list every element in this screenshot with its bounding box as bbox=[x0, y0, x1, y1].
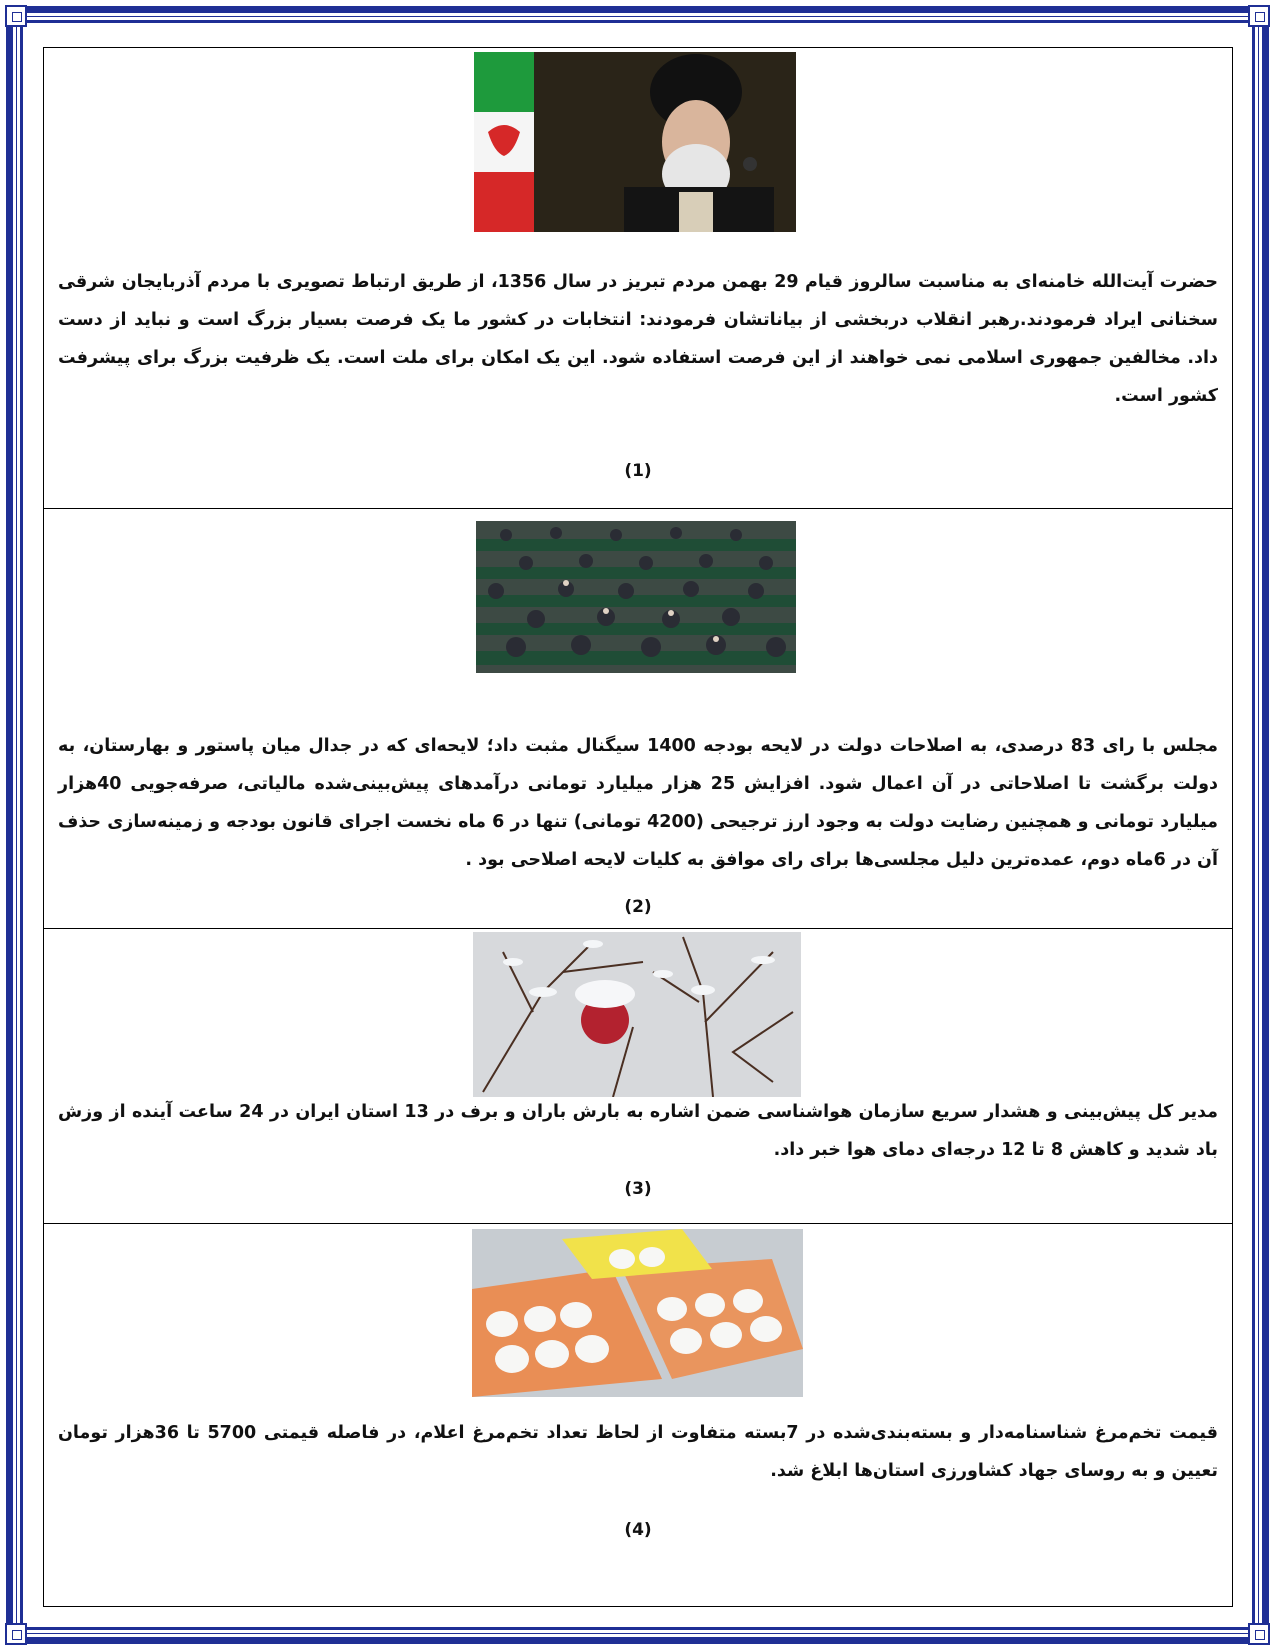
border-corner-ornament bbox=[5, 1623, 27, 1645]
item-number-1: (1) bbox=[624, 461, 652, 481]
leader-portrait-photo bbox=[474, 52, 796, 232]
border-corner-ornament bbox=[1248, 5, 1270, 27]
news-text-1: حضرت آیت‌الله خامنه‌ای به مناسبت سالروز قیام 29 بهمن مردم تبریز در سال 1356، از طریق ارتباط تصویری با مردم آذربایجان شرقی سخنانی ایراد فرمودند.رهبر انقلاب دربخشی از بیاناتشان فرمودند: انتخابات در کشور ما یک فرصت بسیار بزرگ است و نباید از دست داد. مخالفین جمهوری اسلامی نمی خواهند از این فرصت استفاده شود. این یک امکان برای ملت است. یک ظرفیت بزرگ برای پیشرفت کشور است. bbox=[58, 272, 1218, 406]
item-number-4: (4) bbox=[624, 1520, 652, 1540]
border-corner-ornament bbox=[1248, 1623, 1270, 1645]
news-text-2: مجلس با رای 83 درصدی، به اصلاحات دولت در لایحه بودجه 1400 سیگنال مثبت داد؛ لایحه‌ای که در جدال میان پاستور و بهارستان، به دولت برگشت تا اصلاحاتی در آن اعمال شود. افزایش 25 هزار میلیارد تومانی درآمدهای پیش‌بینی‌شده مالیاتی، صرفه‌جویی 40هزار میلیارد تومانی و همچنین رضایت دولت به وجود ارز ترجیحی (4200 تومانی) تنها در 6 ماه نخست اجرای قانون بودجه و زمینه‌سازی حذف آن در 6ماه دوم، عمده‌ترین دلیل مجلسی‌ها برای رای موافق به کلیات لایحه اصلاحی بود . bbox=[58, 736, 1219, 870]
snowy-pomegranate-photo bbox=[473, 932, 801, 1097]
parliament-session-photo bbox=[476, 521, 796, 673]
egg-cartons-photo bbox=[472, 1229, 803, 1397]
news-item-2 bbox=[44, 508, 1232, 928]
news-item-4 bbox=[44, 1223, 1232, 1608]
item-number-3: (3) bbox=[624, 1179, 652, 1199]
news-item-1 bbox=[44, 48, 1232, 508]
news-text-4: قیمت تخم‌مرغ شناسنامه‌دار و بسته‌بندی‌شده در 7بسته متفاوت از لحاظ تعداد تخم‌مرغ اعلام، در فاصله قیمتی 5700 تا 36هزار تومان تعیین و به روسای جهاد کشاورزی استان‌ها ابلاغ شد. bbox=[58, 1423, 1218, 1481]
news-item-3 bbox=[44, 928, 1232, 1223]
news-table bbox=[43, 47, 1233, 1607]
border-corner-ornament bbox=[5, 5, 27, 27]
item-number-2: (2) bbox=[624, 897, 652, 917]
news-text-3: مدیر کل پیش‌بینی و هشدار سریع سازمان هواشناسی ضمن اشاره به بارش باران و برف در 13 استان ایران در 24 ساعت آینده از وزش باد شدید و کاهش 8 تا 12 درجه‌ای دمای هوا خبر داد. bbox=[58, 1102, 1218, 1160]
